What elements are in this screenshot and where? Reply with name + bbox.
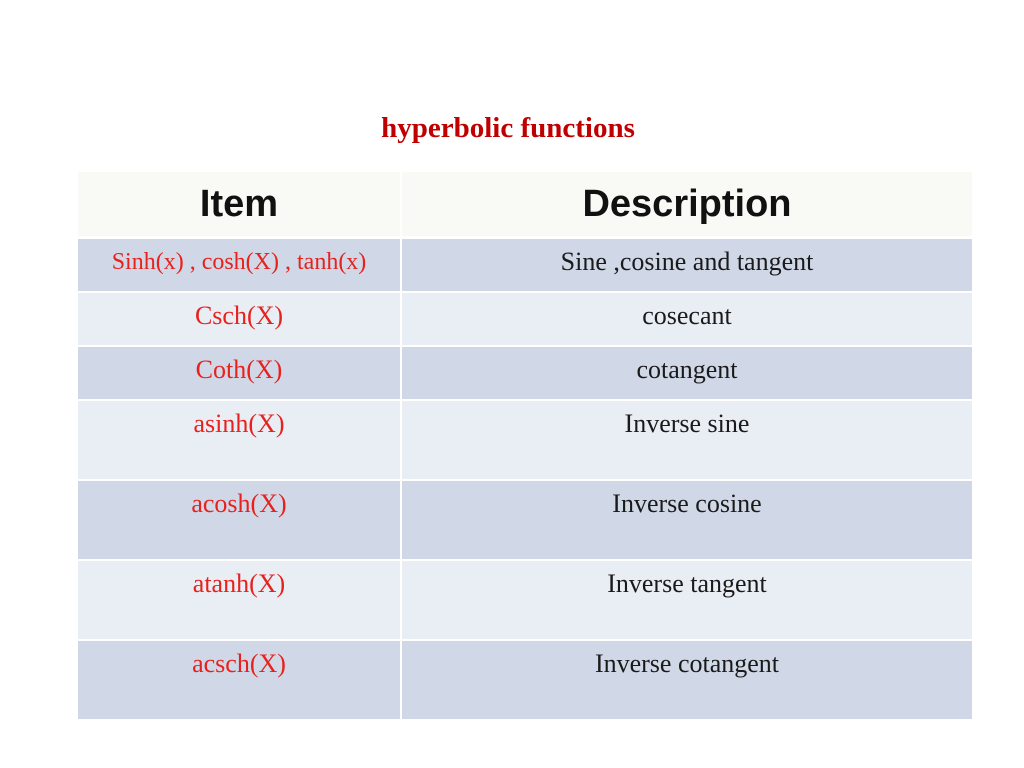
table-row [78, 346, 972, 400]
table-row [78, 640, 972, 719]
description-cell: Inverse tangent [401, 560, 972, 640]
table-row [78, 480, 972, 560]
description-cell: Sine ,cosine and tangent [401, 238, 972, 293]
description-cell: cotangent [401, 346, 972, 400]
item-cell: acosh(X) [78, 480, 401, 560]
header-description: Description [401, 172, 972, 238]
description-cell: cosecant [401, 292, 972, 346]
item-cell: acsch(X) [78, 640, 401, 719]
description-cell: Inverse cotangent [401, 640, 972, 719]
item-cell: Csch(X) [78, 292, 401, 346]
item-cell: Coth(X) [78, 346, 401, 400]
description-cell: Inverse sine [401, 400, 972, 480]
description-cell: Inverse cosine [401, 480, 972, 560]
functions-table-container [78, 172, 972, 719]
table-header-row [78, 172, 972, 238]
slide-title: hyperbolic functions [381, 112, 635, 144]
item-cell: Sinh(x) , cosh(X) , tanh(x) [78, 238, 401, 293]
item-cell: asinh(X) [78, 400, 401, 480]
table-row [78, 292, 972, 346]
functions-table [78, 172, 972, 719]
header-item: Item [78, 172, 401, 238]
table-row [78, 238, 972, 293]
table-row [78, 400, 972, 480]
table-row [78, 560, 972, 640]
item-cell: atanh(X) [78, 560, 401, 640]
